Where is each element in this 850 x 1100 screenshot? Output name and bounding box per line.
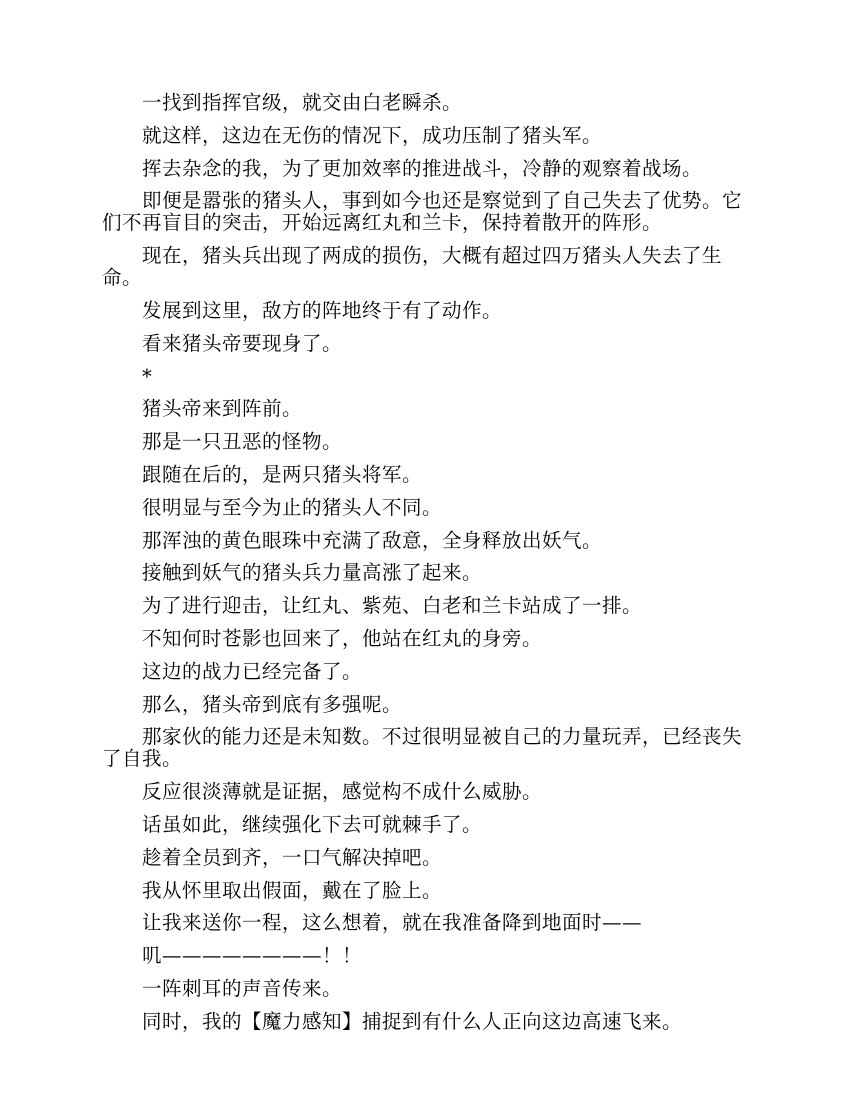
paragraph: 跟随在后的，是两只猪头将军。	[142, 462, 423, 486]
paragraph: 这边的战力已经完备了。	[142, 659, 363, 683]
paragraph: 那浑浊的黄色眼珠中充满了敌意，全身释放出妖气。	[142, 528, 603, 552]
paragraph: 很明显与至今为止的猪头人不同。	[142, 495, 443, 519]
paragraph: 话虽如此，继续强化下去可就棘手了。	[142, 812, 483, 836]
paragraph: 我从怀里取出假面，戴在了脸上。	[142, 878, 443, 902]
paragraph: 趁着全员到齐，一口气解决掉吧。	[142, 845, 443, 869]
paragraph: 一找到指挥官级，就交由白老瞬杀。	[142, 91, 463, 114]
paragraph: 那家伙的能力还是未知数。不过很明显被自己的力量玩弄，已经丧失了自我。	[102, 725, 743, 771]
paragraph: 同时，我的【魔力感知】捕捉到有什么人正向这边高速飞来。	[142, 1009, 683, 1033]
paragraph: 反应很淡薄就是证据，感觉构不成什么威胁。	[142, 780, 543, 804]
paragraph: 为了进行迎击，让红丸、紫苑、白老和兰卡站成了一排。	[142, 594, 643, 618]
paragraph: 现在，猪头兵出现了两成的损伤，大概有超过四万猪头人失去了生命。	[102, 244, 723, 290]
paragraph: 叽————————！！	[142, 944, 363, 968]
paragraph: 那是一只丑恶的怪物。	[142, 430, 343, 454]
paragraph: 不知何时苍影也回来了，他站在红丸的身旁。	[142, 626, 543, 650]
paragraph: 一阵刺耳的声音传来。	[142, 976, 343, 1000]
paragraph: 看来猪头帝要现身了。	[142, 331, 343, 355]
paragraph: 即便是嚣张的猪头人，事到如今也还是察觉到了自己失去了优势。它们不再盲目的突击，开始远离红丸和兰卡，保持着散开的阵形。	[102, 189, 743, 235]
paragraph: 就这样，这边在无伤的情况下，成功压制了猪头军。	[142, 123, 603, 147]
paragraph: 让我来送你一程，这么想着，就在我准备降到地面时——	[142, 911, 643, 935]
paragraph: 猪头帝来到阵前。	[142, 397, 303, 421]
scene-break: *	[142, 364, 153, 388]
body-text	[102, 92, 754, 1044]
paragraph: 发展到这里，敌方的阵地终于有了动作。	[142, 298, 503, 322]
paragraph: 那么，猪头帝到底有多强呢。	[142, 692, 403, 716]
paragraph: 接触到妖气的猪头兵力量高涨了起来。	[142, 561, 483, 585]
paragraph: 挥去杂念的我，为了更加效率的推进战斗，冷静的观察着战场。	[142, 156, 703, 180]
